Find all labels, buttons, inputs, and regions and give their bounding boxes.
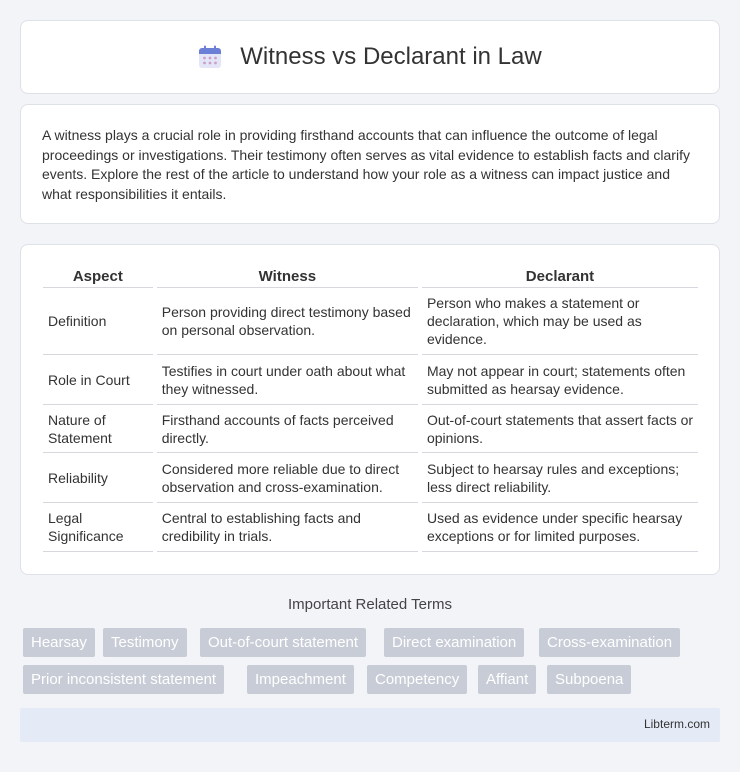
table-row <box>43 453 698 503</box>
table-cell-declarant: Out-of-court statements that assert facts or opinions. <box>422 405 698 453</box>
column-header: Aspect <box>43 264 153 288</box>
intro-card <box>20 104 720 224</box>
page-title: Witness vs Declarant in Law <box>240 43 542 70</box>
table-cell-aspect: Legal Significance <box>43 503 153 552</box>
column-header: Declarant <box>422 264 698 288</box>
tag-competency[interactable]: Competency <box>367 665 467 694</box>
tag-subpoena[interactable]: Subpoena <box>547 665 631 694</box>
footer <box>20 708 720 742</box>
tag-testimony[interactable]: Testimony <box>103 628 187 657</box>
intro-paragraph: A witness plays a crucial role in providing firsthand accounts that can influence the outcome of legal proceedings or investigations. Their testimony often serves as vital evidence to establish facts and clarify events. Explore the rest of the article to understand how your role as a witness can impact justice and what responsibilities it entails. <box>42 127 690 202</box>
table-row <box>43 405 698 453</box>
table-cell-witness: Considered more reliable due to direct observation and cross-examination. <box>157 453 418 503</box>
table-cell-declarant: Person who makes a statement or declaration, which may be used as evidence. <box>422 288 698 355</box>
table-header-row <box>43 264 698 288</box>
comparison-card <box>20 244 720 575</box>
table-row <box>43 355 698 405</box>
column-header: Witness <box>157 264 418 288</box>
table-cell-witness: Testifies in court under oath about what they witnessed. <box>157 355 418 405</box>
tag-impeachment[interactable]: Impeachment <box>247 665 354 694</box>
tag-hearsay[interactable]: Hearsay <box>23 628 95 657</box>
table-cell-declarant: Used as evidence under specific hearsay exceptions or for limited purposes. <box>422 503 698 552</box>
footer-site-link[interactable]: Libterm.com <box>643 717 710 731</box>
table-cell-aspect: Nature of Statement <box>43 405 153 453</box>
tag-out-of-court-statement[interactable]: Out-of-court statement <box>200 628 366 657</box>
table-cell-declarant: May not appear in court; statements often submitted as hearsay evidence. <box>422 355 698 405</box>
table-cell-witness: Person providing direct testimony based on personal observation. <box>157 288 418 355</box>
table-cell-witness: Central to establishing facts and credibility in trials. <box>157 503 418 552</box>
table-cell-aspect: Definition <box>43 288 153 355</box>
table-cell-witness: Firsthand accounts of facts perceived directly. <box>157 405 418 453</box>
related-terms-title: Important Related Terms <box>288 596 452 613</box>
table-row <box>43 503 698 552</box>
header-card <box>20 20 720 94</box>
tag-direct-examination[interactable]: Direct examination <box>384 628 524 657</box>
table-cell-aspect: Role in Court <box>43 355 153 405</box>
table-cell-aspect: Reliability <box>43 453 153 503</box>
calendar-icon <box>198 45 222 69</box>
comparison-table <box>39 264 702 552</box>
tag-cross-examination[interactable]: Cross-examination <box>539 628 680 657</box>
tag-prior-inconsistent-statement[interactable]: Prior inconsistent statement <box>23 665 224 694</box>
tag-affiant[interactable]: Affiant <box>478 665 536 694</box>
header <box>198 43 541 71</box>
table-cell-declarant: Subject to hearsay rules and exceptions; less direct reliability. <box>422 453 698 503</box>
table-row <box>43 288 698 355</box>
